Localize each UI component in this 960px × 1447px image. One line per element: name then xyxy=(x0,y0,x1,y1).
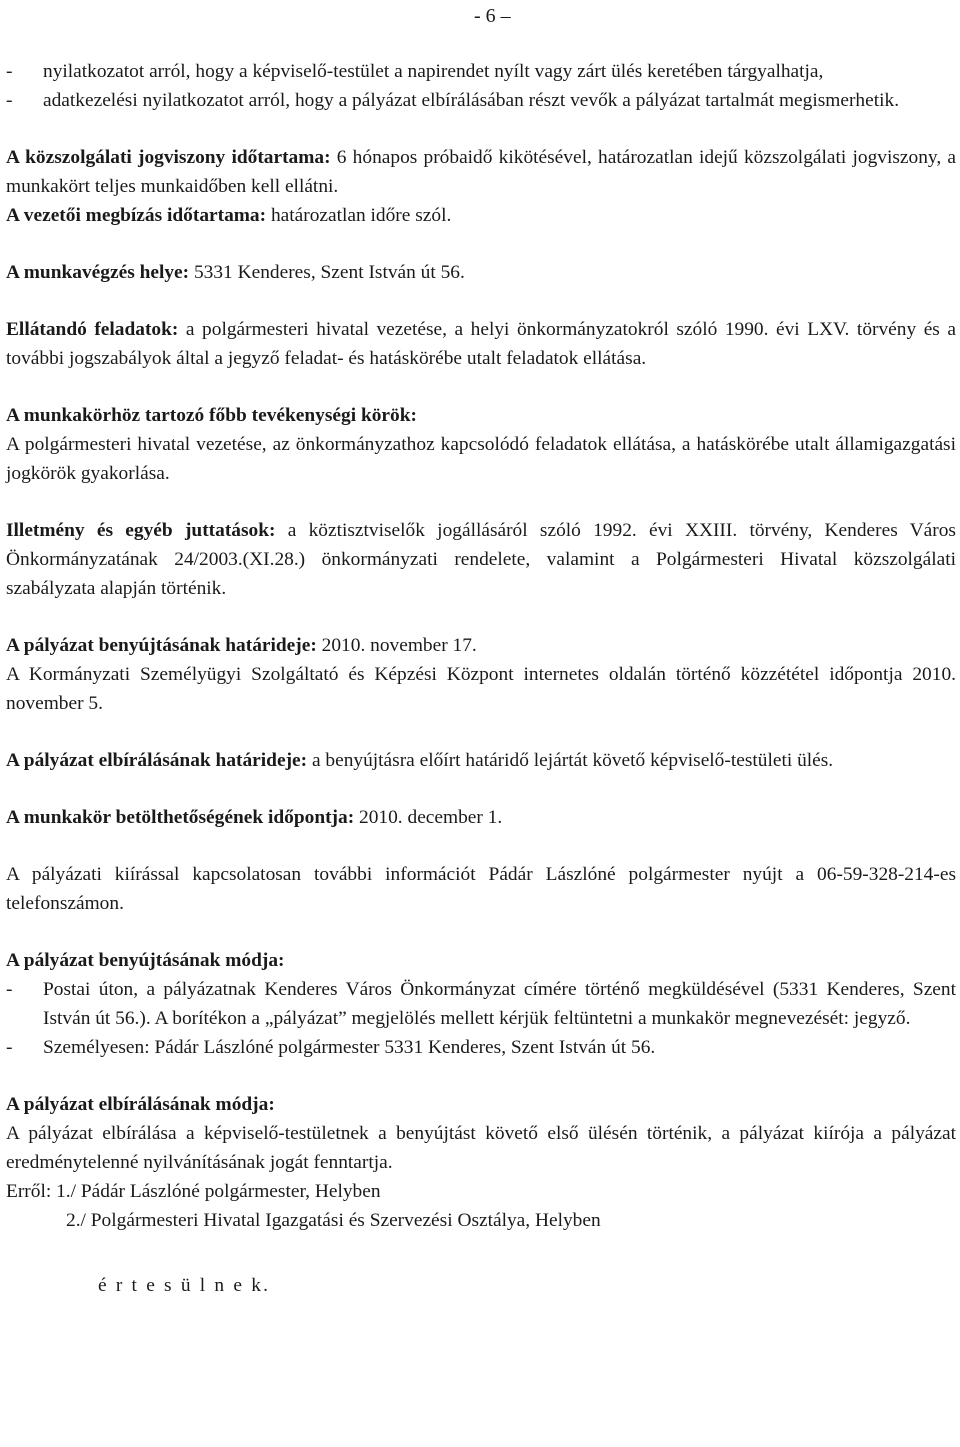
tevekenysegi-text: A polgármesteri hivatal vezetése, az önkormányzathoz kapcsolódó feladatok ellátása, a hatáskörébe utalt államigazgatási jogkörök gyakorlása. xyxy=(6,434,956,484)
vezetoi-label: A vezetői megbízás időtartama: xyxy=(6,205,267,226)
munkavegzes-paragraph xyxy=(6,258,956,287)
benyujtas-hatarido-label: A pályázat benyújtásának határideje: xyxy=(6,635,317,656)
page-number: - 6 – xyxy=(474,5,511,27)
list-item-text: Postai úton, a pályázatnak Kenderes Város Önkormányzat címére történő megküldésével (5331 Kenderes, Szent István út 56.). A borítékon a „pályázat” megjelölés mellett kérjük feltüntetni a munkakör megnevezését: jegyző. xyxy=(43,979,956,1029)
elbiralas-hatarido-label: A pályázat elbírálásának határideje: xyxy=(6,750,308,771)
informacio-paragraph: A pályázati kiírással kapcsolatosan további információt Pádár Lászlóné polgármester nyújt a 06-59-328-214-es telefonszámon. xyxy=(6,864,956,914)
list-item xyxy=(6,57,956,86)
elbiralas-modja-heading: A pályázat elbírálásának módja: xyxy=(6,1094,275,1115)
list-item-text: adatkezelési nyilatkozatot arról, hogy a pályázat elbírálásában részt vevők a pályázat tartalmát megismerhetik. xyxy=(43,90,900,111)
list-item xyxy=(6,1033,956,1062)
betoltheto-paragraph xyxy=(6,803,956,832)
kozzetetel-paragraph: A Kormányzati Személyügyi Szolgáltató és Képzési Központ internetes oldalán történő közzététel időpontja 2010. november 5. xyxy=(6,664,956,714)
feladatok-paragraph xyxy=(6,315,956,373)
munkavegzes-text: 5331 Kenderes, Szent István út 56. xyxy=(189,262,465,283)
jogviszony-label: A közszolgálati jogviszony időtartama: xyxy=(6,147,331,168)
elbiralas-hatarido-paragraph xyxy=(6,746,956,775)
illetmeny-paragraph xyxy=(6,516,956,603)
list-item-text: nyilatkozatot arról, hogy a képviselő-testület a napirendet nyílt vagy zárt ülés keretében tárgyalhatja, xyxy=(43,61,824,82)
munkavegzes-label: A munkavégzés helye: xyxy=(6,262,190,283)
feladatok-label: Ellátandó feladatok: xyxy=(6,319,179,340)
jogviszony-text: 6 hónapos próbaidő kikötésével, határozatlan idejű közszolgálati jogviszony, a munkakört teljes munkaidőben kell ellátni. xyxy=(6,147,956,197)
feladatok-text: a polgármesteri hivatal vezetése, a helyi önkormányzatokról szóló 1990. évi LXV. törvény és a további jogszabályok által a jegyző feladat- és hatáskörébe utalt feladatok ellátása. xyxy=(6,319,956,369)
list-item xyxy=(6,975,956,1033)
illetmeny-label: Illetmény és egyéb juttatások: xyxy=(6,520,276,541)
erol-line-2: 2./ Polgármesteri Hivatal Igazgatási és Szervezési Osztálya, Helyben xyxy=(66,1210,601,1231)
betoltheto-text: 2010. december 1. xyxy=(354,807,503,828)
list-marker: - xyxy=(6,61,13,82)
jogviszony-paragraph xyxy=(6,143,956,201)
ertesulnek-text: é r t e s ü l n e k. xyxy=(98,1275,271,1296)
list-marker: - xyxy=(6,979,13,1000)
benyujtas-hatarido-paragraph xyxy=(6,631,956,660)
tevekenysegi-heading: A munkakörhöz tartozó főbb tevékenységi körök: xyxy=(6,405,417,426)
erol-line-1: Erről: 1./ Pádár Lászlóné polgármester, Helyben xyxy=(6,1181,381,1202)
elbiralas-hatarido-text: a benyújtásra előírt határidő lejártát követő képviselő-testületi ülés. xyxy=(307,750,834,771)
vezetoi-text: határozatlan időre szól. xyxy=(266,205,452,226)
betoltheto-label: A munkakör betölthetőségének időpontja: xyxy=(6,807,355,828)
list-item xyxy=(6,86,956,115)
document-body xyxy=(6,57,956,1300)
list-item-text: Személyesen: Pádár Lászlóné polgármester 5331 Kenderes, Szent István út 56. xyxy=(43,1037,656,1058)
benyujtas-modja-heading: A pályázat benyújtásának módja: xyxy=(6,950,285,971)
vezetoi-paragraph xyxy=(6,201,956,230)
elbiralas-modja-text: A pályázat elbírálása a képviselő-testületnek a benyújtást követő első ülésén történik, a pályázat kiírója a pályázat eredménytelenné nyilvánításának jogát fenntartja. xyxy=(6,1123,956,1173)
benyujtas-hatarido-text: 2010. november 17. xyxy=(316,635,477,656)
illetmeny-text: a köztisztviselők jogállásáról szóló 1992. évi XXIII. törvény, Kenderes Város Önkormányzatának 24/2003.(XI.28.) önkormányzati rendelete, valamint a Polgármesteri Hivatal közszolgálati szabályzata alapján történik. xyxy=(6,520,956,599)
list-marker: - xyxy=(6,90,13,111)
list-marker: - xyxy=(6,1037,13,1058)
